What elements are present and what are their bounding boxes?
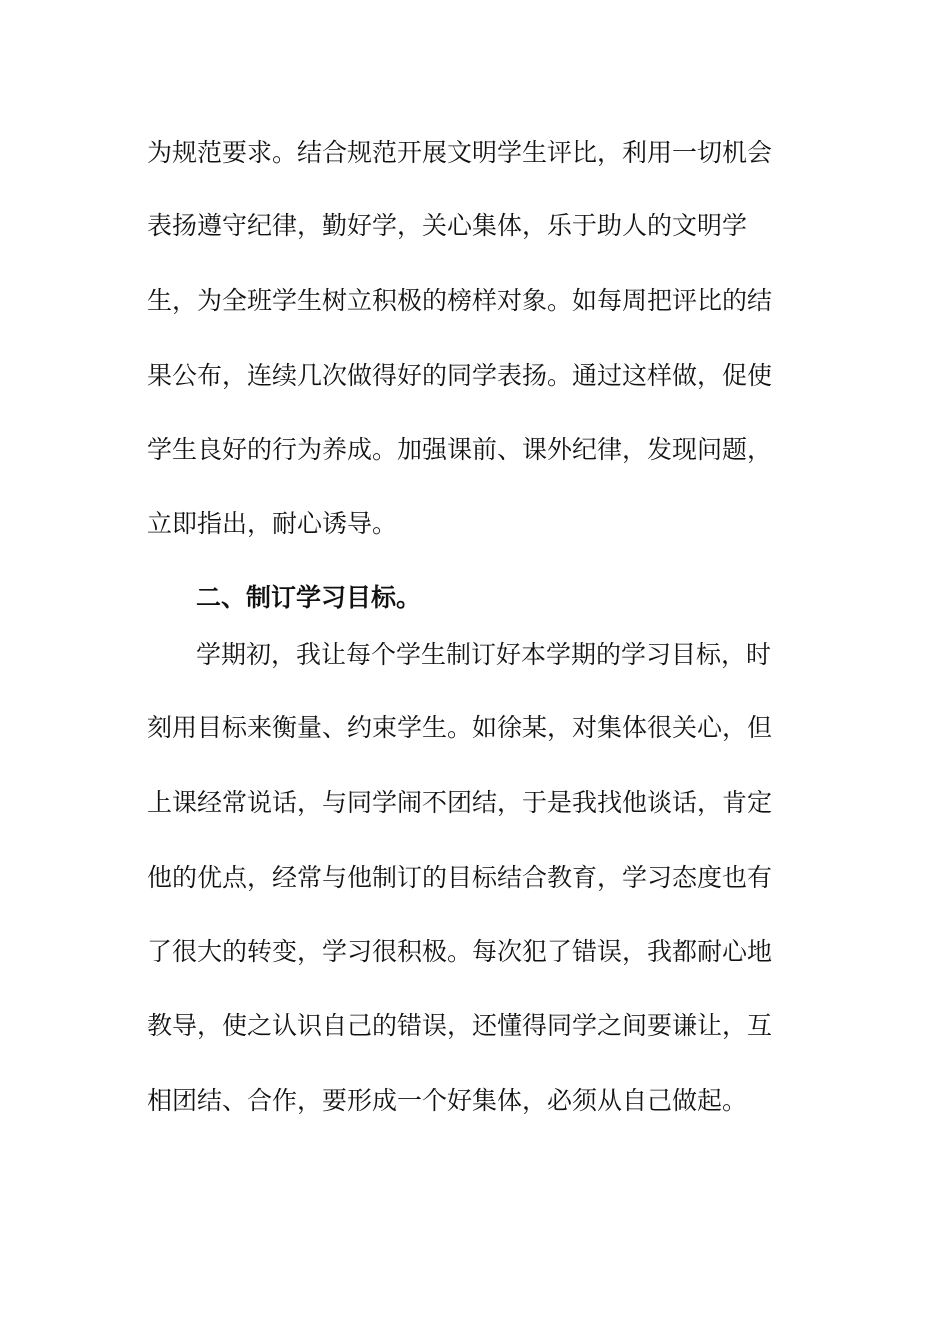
paragraph-line: 刻用目标来衡量、约束学生。如徐某，对集体很关心，但	[147, 713, 773, 742]
paragraph-line: 学生良好的行为养成。加强课前、课外纪律，发现问题，	[147, 435, 773, 464]
paragraph-line: 学期初，我让每个学生制订好本学期的学习目标，时	[196, 640, 772, 669]
paragraph-line: 果公布，连续几次做得好的同学表扬。通过这样做，促使	[147, 361, 773, 390]
paragraph-line: 上课经常说话，与同学闹不团结，于是我找他谈话，肯定	[147, 788, 773, 817]
section-heading: 二、制订学习目标。	[196, 583, 422, 612]
paragraph-line: 为规范要求。结合规范开展文明学生评比，利用一切机会	[147, 138, 773, 167]
paragraph-line: 教导，使之认识自己的错误，还懂得同学之间要谦让，互	[147, 1011, 773, 1040]
paragraph-line: 生，为全班学生树立积极的榜样对象。如每周把评比的结	[147, 286, 773, 315]
paragraph-line: 了很大的转变，学习很积极。每次犯了错误，我都耐心地	[147, 937, 773, 966]
paragraph-line: 相团结、合作，要形成一个好集体，必须从自己做起。	[147, 1086, 748, 1115]
paragraph-line: 他的优点，经常与他制订的目标结合教育，学习态度也有	[147, 863, 773, 892]
paragraph-line: 表扬遵守纪律，勤好学，关心集体，乐于助人的文明学	[147, 211, 748, 240]
paragraph-line: 立即指出，耐心诱导。	[147, 509, 398, 538]
